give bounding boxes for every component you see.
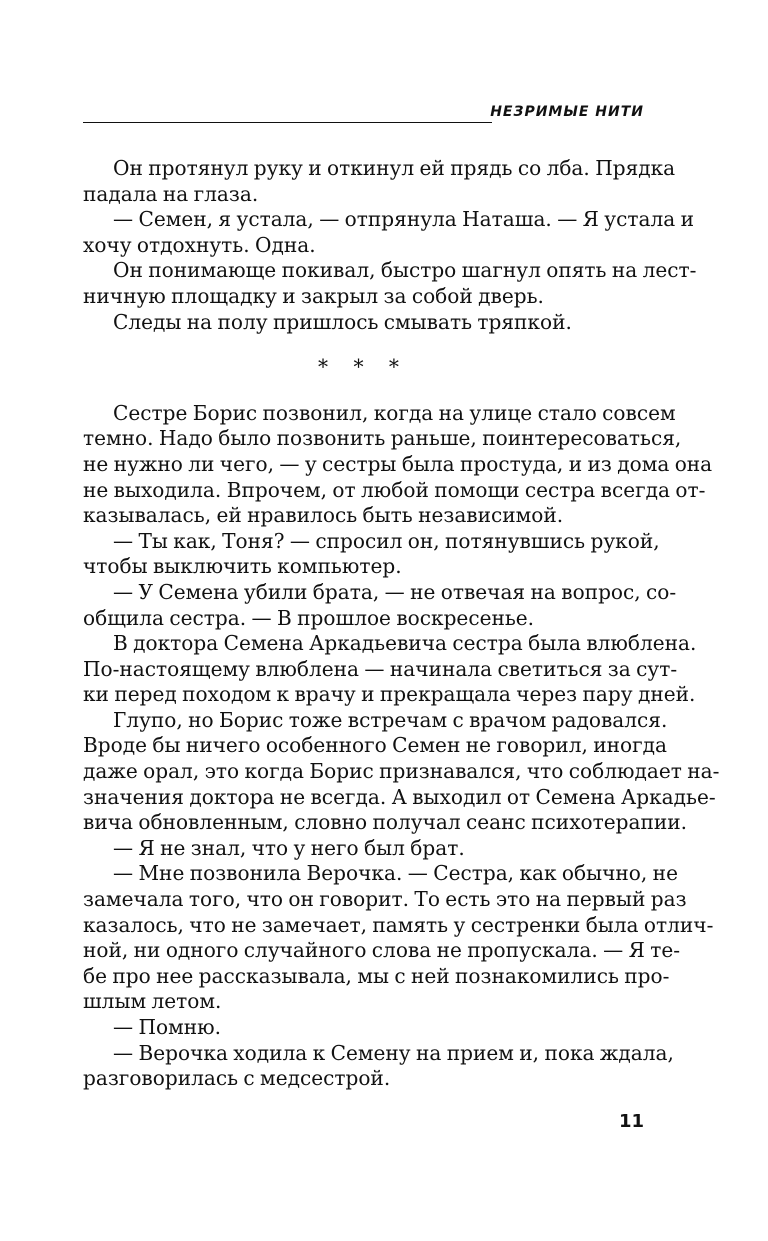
text-line: ничную площадку и закрыл за собой дверь. — [83, 283, 544, 308]
text-line: По-настоящему влюблена — начинала светиться за сут- — [83, 656, 678, 681]
running-head — [83, 104, 644, 124]
text-line: — Ты как, Тоня? — спросил он, потянувшись рукой, — [113, 528, 660, 553]
text-line: значения доктора не всегда. А выходил от Семена Аркадье- — [83, 784, 716, 809]
text-line: Он понимающе покивал, быстро шагнул опять на лест- — [113, 258, 697, 283]
text-line: общила сестра. — В прошлое воскресенье. — [83, 605, 535, 630]
text-line: падала на глаза. — [83, 181, 259, 206]
text-line: Следы на полу пришлось смывать тряпкой. — [113, 309, 572, 334]
text-line: Вроде бы ничего особенного Семен не говорил, иногда — [83, 733, 667, 758]
text-line: — Я не знал, что у него был брат. — [113, 835, 465, 860]
text-line: — Помню. — [113, 1015, 222, 1039]
text-line: В доктора Семена Аркадьевича сестра была влюблена. — [113, 631, 697, 656]
text-line: ки перед походом к врачу и прекращала через пару дней. — [83, 682, 696, 707]
text-line: Глупо, но Борис тоже встречам с врачом радовался. — [113, 707, 668, 732]
text-line: — Семен, я устала, — отпрянула Наташа. — Я устала и — [113, 207, 694, 232]
text-line: — Верочка ходила к Семену на прием и, пока ждала, — [113, 1040, 674, 1065]
text-line: чтобы выключить компьютер. — [83, 554, 402, 579]
text-line: замечала того, что он говорит. То есть это на первый раз — [83, 887, 687, 912]
header-rule — [83, 122, 492, 123]
section-1 — [83, 156, 697, 335]
text-line: — Мне позвонила Верочка. — Сестра, как обычно, не — [113, 861, 678, 886]
text-line: не выходила. Впрочем, от любой помощи сестра всегда от- — [83, 477, 706, 502]
text-line: хочу отдохнуть. Одна. — [83, 232, 316, 257]
text-line: вича обновленным, словно получал сеанс психотерапии. — [83, 810, 688, 835]
text-line: ной, ни одного случайного слова не пропускала. — Я те- — [83, 938, 681, 963]
text-line: казывалась, ей нравилось быть независимой. — [83, 503, 564, 528]
section-separator: * * * — [318, 355, 409, 380]
text-line: — У Семена убили брата, — не отвечая на вопрос, со- — [113, 579, 677, 604]
text-line: темно. Надо было позвонить раньше, поинтересоваться, — [83, 426, 682, 451]
text-line: Сестре Борис позвонил, когда на улице стало совсем — [113, 400, 676, 425]
page-number: 11 — [618, 1111, 644, 1132]
text-line: даже орал, это когда Борис признавался, что соблюдает на- — [83, 759, 720, 784]
running-head-title: НЕЗРИМЫЕ НИТИ — [490, 104, 644, 120]
text-line: разговорилась с медсестрой. — [83, 1066, 391, 1091]
text-line: бе про нее рассказывала, мы с ней познакомились про- — [83, 963, 670, 988]
text-line: шлым летом. — [83, 989, 222, 1014]
page-text — [83, 156, 720, 1092]
text-line: казалось, что не замечает, память у сестренки была отлич- — [83, 912, 714, 937]
section-2 — [83, 400, 720, 1092]
text-line: не нужно ли чего, — у сестры была простуда, и из дома она — [83, 451, 713, 476]
text-line: Он протянул руку и откинул ей прядь со лба. Прядка — [113, 156, 676, 180]
